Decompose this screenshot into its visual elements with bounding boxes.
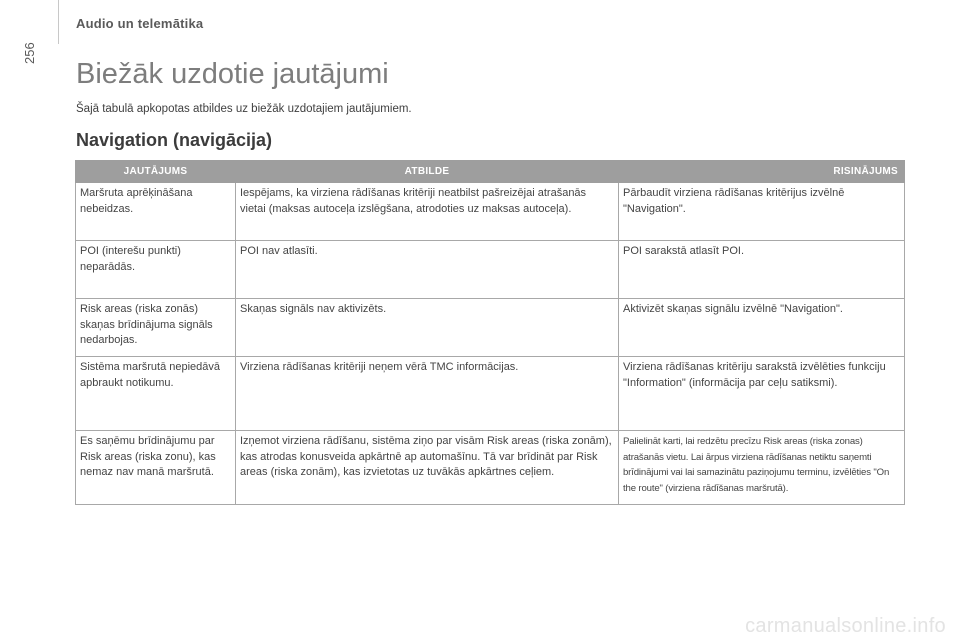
table-header-row bbox=[76, 161, 905, 183]
answer-cell: POI nav atlasīti. bbox=[236, 241, 619, 299]
answer-cell: Virziena rādīšanas kritēriji neņem vērā TMC informācijas. bbox=[236, 357, 619, 431]
solution-cell: POI sarakstā atlasīt POI. bbox=[619, 241, 905, 299]
solution-cell: Pārbaudīt virziena rādīšanas kritērijus izvēlnē "Navigation". bbox=[619, 183, 905, 241]
table-row bbox=[76, 241, 905, 299]
answer-cell: Iespējams, ka virziena rādīšanas kritēriji neatbilst pašreizējai atrašanās vietai (maksas autoceļa izslēgšana, atrodoties uz maksas autoceļa). bbox=[236, 183, 619, 241]
header-question: JAUTĀJUMS bbox=[76, 161, 236, 183]
page-number: 256 bbox=[22, 42, 37, 64]
question-cell: Es saņēmu brīdinājumu par Risk areas (riska zonu), kas nemaz nav manā maršrutā. bbox=[76, 431, 236, 505]
solution-cell bbox=[619, 431, 905, 505]
solution-text-small: Palielināt karti, lai redzētu precīzu Risk areas (riska zonas) atrašanās vietu. Lai ārpus virziena rādīšanas netiktu saņemti brīdinājumi vai lai samazinātu paziņojumu terminu, izvēlēties "On the route" (virziena rādīšanas maršrutā). bbox=[623, 436, 890, 494]
table-row bbox=[76, 183, 905, 241]
solution-cell: Aktivizēt skaņas signālu izvēlnē "Navigation". bbox=[619, 299, 905, 357]
table-row bbox=[76, 357, 905, 431]
faq-table bbox=[75, 160, 905, 505]
section-title: Audio un telemātika bbox=[76, 16, 204, 31]
margin-rule bbox=[58, 0, 59, 44]
question-cell: Sistēma maršrutā nepiedāvā apbraukt notikumu. bbox=[76, 357, 236, 431]
intro-text: Šajā tabulā apkopotas atbildes uz biežāk uzdotajiem jautājumiem. bbox=[76, 103, 412, 115]
question-cell: Risk areas (riska zonās) skaņas brīdinājuma signāls nedarbojas. bbox=[76, 299, 236, 357]
table-row bbox=[76, 299, 905, 357]
table-row bbox=[76, 431, 905, 505]
watermark: carmanualsonline.info bbox=[745, 615, 946, 637]
answer-cell: Izņemot virziena rādīšanu, sistēma ziņo par visām Risk areas (riska zonām), kas atrodas konusveida apkārtnē ap automašīnu. Tā var brīdināt par Risk areas (riska zonām), kas izvietotas uz tuvākās apkārtnes ceļiem. bbox=[236, 431, 619, 505]
solution-cell: Virziena rādīšanas kritēriju sarakstā izvēlēties funkciju "Information" (informācija par ceļu satiksmi). bbox=[619, 357, 905, 431]
question-cell: POI (interešu punkti) neparādās. bbox=[76, 241, 236, 299]
header-solution: RISINĀJUMS bbox=[619, 161, 905, 183]
header-answer: ATBILDE bbox=[236, 161, 619, 183]
question-cell: Maršruta aprēķināšana nebeidzas. bbox=[76, 183, 236, 241]
answer-cell: Skaņas signāls nav aktivizēts. bbox=[236, 299, 619, 357]
page-title: Biežāk uzdotie jautājumi bbox=[76, 58, 389, 90]
section-subtitle: Navigation (navigācija) bbox=[76, 130, 273, 150]
